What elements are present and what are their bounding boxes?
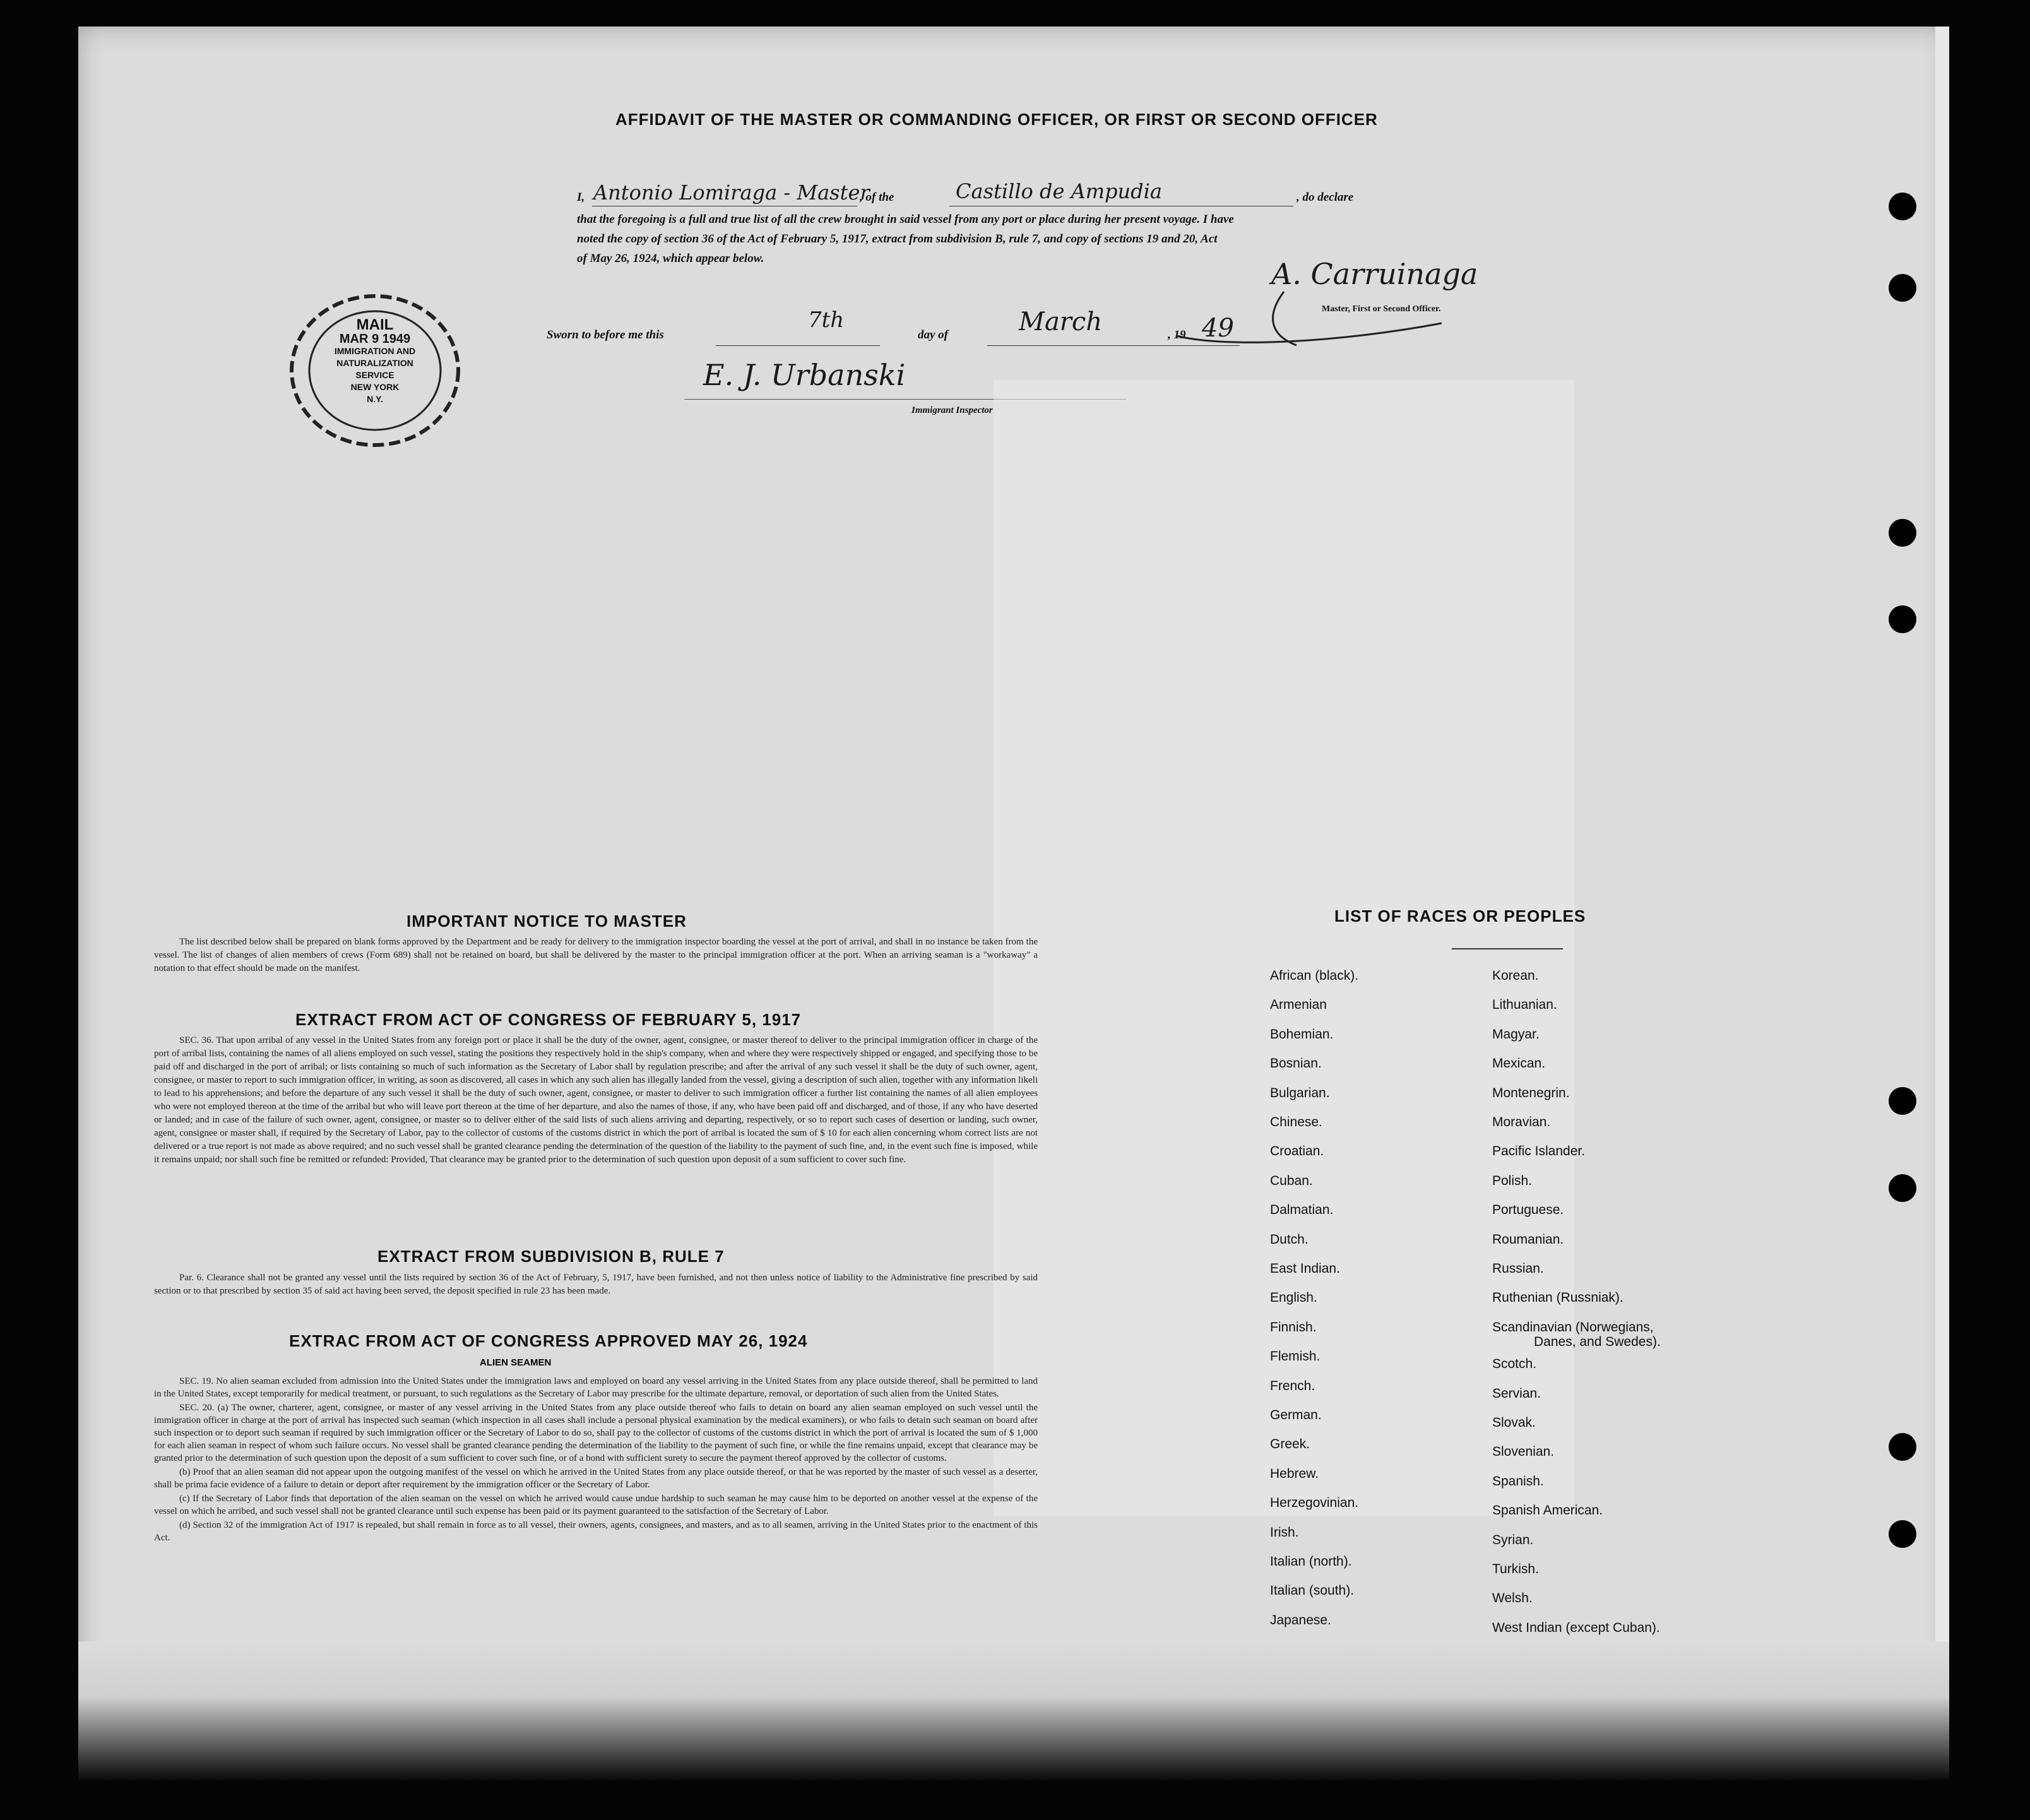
page-right-edge	[1935, 27, 1949, 1780]
master-signature: A. Carruinaga	[1271, 257, 1478, 291]
year-prefix: , 19	[1168, 328, 1186, 342]
races-title: LIST OF RACES OR PEOPLES	[1334, 907, 1586, 925]
extract-1924-sec19: SEC. 19. No alien seaman excluded from admission into the United States under the immigration laws and employed on board any vessel arriving in the United States from any place outside thereof, shall be permitted to land in the United States, except temporarily for medical treatment, or pursuant, to such regulations as the Secretary of Labor may prescribe for the ultimate departure, removal, or deportation of such alien from the United States.	[154, 1376, 1038, 1399]
race-item: Finnish.	[1270, 1320, 1317, 1335]
race-item: Servian.	[1492, 1386, 1541, 1401]
declaration-do-declare: , do declare	[1297, 191, 1354, 204]
extract-1924-sec20c: (c) If the Secretary of Labor finds that deportation of the alien seaman on the vessel on which he arrived would cause undue hardship to such seaman he may cause him to be deported on another vessel at the expense of the vessel on which he arribed, and such vessel shall not be granted clearance until such expense has been paid or its payment guaranteed to the satisfaction of the Secretary of Labor.	[154, 1494, 1038, 1516]
races-right-continuation: Danes, and Swedes).	[1534, 1335, 1661, 1349]
stamp-line-5: SERVICE	[355, 370, 395, 380]
race-item: Scandinavian (Norwegians,	[1492, 1320, 1654, 1335]
declaration-line-3: noted the copy of section 36 of the Act of February 5, 1917, extract from subdivision B, rule 7, and copy of sections 19 and 20, Act	[577, 232, 1218, 246]
races-title-rule	[1452, 948, 1563, 949]
extract-1924-sec20b: (b) Proof that an alien seaman did not appear upon the outgoing manifest of the vessel on which he arrived in the United States from any place outside thereof, or that he was reported by the master of such vessel as a deserter, shall be prima facie evidence of a failure to detain or deport after requirement by the immigration officer or the Secretary of Labor.	[154, 1467, 1038, 1490]
declaration-line-1	[577, 179, 1625, 208]
race-item: Roumanian.	[1492, 1232, 1564, 1247]
race-item: West Indian (except Cuban).	[1492, 1621, 1660, 1635]
sworn-label: Sworn to before me this	[547, 328, 664, 342]
race-item: Greek.	[1270, 1437, 1310, 1451]
extract-1924-sec20a: SEC. 20. (a) The owner, charterer, agent, consignee, or master of any vessel arriving in the United States from any place outside thereof who fails to detain on board any alien seaman employed on such vessel until the immigration officer in charge at the port of arrival has inspected such seaman (which inspection in all cases shall include a personal physical examination by the medical examiners), or who fails to detain such seaman on board after such inspection or to deport such seaman if required by such immigration officer or the Secretary of Labor to do so, shall pay to the collector of customs of the customs district in which the port of arrival is located the sum of $ 1,000 for each alien seaman in respect of whom such failure occurs. No vessel shall be granted clearance pending the determination of the liability to the payment of such fine, or while the fine remains unpaid, except that clearance may be granted prior to the determination of such question upon the deposit of a sum sufficient to cover such fine, or of a bond with sufficient surety to secure the payment thereof approved by the collector of customs.	[154, 1403, 1038, 1463]
stamp-line-7: N.Y.	[367, 394, 383, 404]
race-item: Spanish American.	[1492, 1503, 1603, 1518]
race-item: Slovenian.	[1492, 1444, 1555, 1459]
master-name-handwritten: Antonio Lomiraga - Master	[593, 181, 870, 205]
affidavit-title: AFFIDAVIT OF THE MASTER OR COMMANDING OFFICER, OR FIRST OR SECOND OFFICER	[615, 110, 1378, 129]
punch-hole	[1889, 274, 1916, 302]
punch-hole	[1889, 605, 1916, 633]
mail-received-stamp	[287, 292, 463, 449]
race-item: Armenian	[1270, 997, 1327, 1012]
race-item: German.	[1270, 1408, 1322, 1422]
extract-1924-sec20d: (d) Section 32 of the immigration Act of 1917 is repealed, but shall remain in force as to all vessel, their owners, agents, consignees, and masters, and as to all seamen, arriving in the United States prior to the enactment of this Act.	[154, 1520, 1038, 1543]
race-item: Croatian.	[1270, 1144, 1324, 1158]
sworn-day-handwritten: 7th	[808, 307, 845, 333]
race-item: Bohemian.	[1270, 1027, 1334, 1042]
punch-hole	[1889, 1520, 1916, 1548]
day-of-label: day of	[918, 328, 949, 342]
race-item: East Indian.	[1270, 1261, 1340, 1276]
race-item: Welsh.	[1492, 1591, 1533, 1605]
race-item: Bosnian.	[1270, 1056, 1322, 1071]
notice-text	[154, 936, 1038, 977]
race-item: Japanese.	[1270, 1613, 1331, 1627]
race-item: Russian.	[1492, 1261, 1544, 1276]
race-item: Spanish.	[1492, 1474, 1544, 1489]
race-item: Turkish.	[1492, 1562, 1539, 1576]
extract-1917-text	[154, 1034, 1038, 1168]
race-item: Herzegovinian.	[1270, 1496, 1359, 1510]
extract-1924-text	[154, 1375, 1038, 1545]
punch-hole	[1889, 193, 1916, 220]
punch-hole	[1889, 1174, 1916, 1202]
declaration-line-2: that the foregoing is a full and true list of all the crew brought in said vessel from any port or place during her present voyage. I have	[577, 213, 1234, 226]
stamp-line-3: IMMIGRATION AND	[334, 346, 416, 356]
punch-hole	[1889, 1087, 1916, 1115]
extract-rule7-title: EXTRACT FROM SUBDIVISION B, RULE 7	[377, 1247, 725, 1266]
extract-1924-subtitle: ALIEN SEAMEN	[480, 1357, 552, 1368]
race-item: Italian (south).	[1270, 1583, 1355, 1598]
notice-title: IMPORTANT NOTICE TO MASTER	[407, 912, 687, 931]
sworn-month-handwritten: March	[1019, 307, 1103, 336]
race-item: Moravian.	[1492, 1115, 1551, 1129]
race-item: Hebrew.	[1270, 1466, 1319, 1481]
extract-rule7-paragraph: Par. 6. Clearance shall not be granted any vessel until the lists required by section 36 of the Act of February, 5, 1917, have been furnished, and not then unless notice of liability to the Administrative fine prescribed by said section or to that prescribed by section 35 of said act having been served, the deposit specified in rule 23 has been made.	[154, 1273, 1038, 1296]
race-item: Slovak.	[1492, 1415, 1536, 1430]
race-item: Dalmatian.	[1270, 1203, 1334, 1217]
inspector-signature: E. J. Urbanski	[703, 358, 906, 392]
race-item: Chinese.	[1270, 1115, 1322, 1129]
stamp-line-1: MAIL	[356, 316, 394, 333]
inspector-label: Immigrant Inspector	[911, 405, 993, 415]
race-item: Korean.	[1492, 968, 1539, 983]
year-handwritten: 49	[1202, 314, 1234, 343]
race-item: Montenegrin.	[1492, 1086, 1570, 1100]
notice-paragraph: The list described below shall be prepared on blank forms approved by the Department and be ready for delivery to the immigration inspector boarding the vessel at the port of arrival, and shall in no instance be taken from the vessel. The list of changes of alien members of crews (Form 689) shall not be retained on board, but shall be delivered by the master to the principal immigration officer at the port. When an arriving seaman is a "workaway" a notation to that effect should be made on the manifest.	[154, 937, 1038, 973]
race-item: African (black).	[1270, 968, 1359, 983]
race-item: Irish.	[1270, 1525, 1299, 1540]
race-item: Mexican.	[1492, 1056, 1546, 1071]
extract-1917-title: EXTRACT FROM ACT OF CONGRESS OF FEBRUARY 5, 1917	[295, 1010, 802, 1029]
race-item: Pacific Islander.	[1492, 1144, 1586, 1158]
signature-flourish	[1151, 285, 1467, 355]
race-item: Dutch.	[1270, 1232, 1309, 1247]
stamp-line-6: NEW YORK	[350, 382, 400, 392]
race-item: French.	[1270, 1379, 1315, 1393]
race-item: Lithuanian.	[1492, 997, 1557, 1012]
race-item: Syrian.	[1492, 1533, 1534, 1547]
punch-hole	[1889, 1433, 1916, 1461]
master-role-label: Master, First or Second Officer.	[1322, 304, 1441, 314]
declaration-of-the: , of the	[860, 191, 894, 204]
day-underline	[716, 345, 880, 346]
stamp-text	[312, 317, 438, 405]
race-item: Ruthenian (Russniak).	[1492, 1290, 1623, 1305]
extract-rule7-text	[154, 1271, 1038, 1299]
punch-hole	[1889, 519, 1916, 547]
extract-1924-title: EXTRAC FROM ACT OF CONGRESS APPROVED MAY 26, 1924	[289, 1331, 808, 1350]
stamp-date: MAR 9 1949	[339, 332, 411, 346]
race-item: Bulgarian.	[1270, 1086, 1330, 1100]
extract-1917-paragraph: SEC. 36. That upon arribal of any vessel in the United States from any foreign port or place it shall be the duty of the owner, agent, consignee, or master thereof to deliver to the principal immigration officer in charge of the port of arribal lists, containing the names of all aliens employed on such vessel, stating the positions they respectively hold in the ship's company, when and where they were respectively shipped or engaged, and specifying those to be paid off and discharged in the port of arribal; or lists containing so much of such information as the Secretary of Labor shall by regulation prescribe; and after the arrival of any such vessel it shall be the duty of such owner, agent, consignee, or master to report to such immigration officer, in writing, as soon as discovered, all cases in which any such alien has illegally landed from the vessel, giving a description of such alien, together with any information likeli to lead to his apprehensions; and before the departure of any such vessel it shall be the duty of such owner, agent, consignee, or master to deliver to such immigration officer a further list containing the names of all alien employees who were not employed thereon at the time of the arribal but who will leave port thereon at the time of her departure, and also the names of those, if any, who have been paid off and discharged, and of those, if any who have deserted or landed; and in case of the failure of such owner, agent, consignee, or master so to deliver either of the said lists of such aliens arriving and departing, respectively, or so to report such cases of desertion or landing, such owner, agent, consignee or master shall, if required by the Secretary of Labor, pay to the collector of customs of the customs district in which the port of arribal is located the sum of $ 10 for each alien concerning whom correct lists are not delivered or a true report is not made as above required; and no such vessel shall be granted clearance pending the determination of the question of the liability to the payment of such fine, and, in the event such fine is imposed, while it remains unpaid; nor shall such fine be remitted or refunded: Provided, That clearance may be granted prior to the determination of such question upon deposit of a sum sufficient to cover such fine.	[154, 1035, 1038, 1165]
declaration-i: I,	[577, 191, 585, 204]
stamp-line-4: NATURALIZATION	[336, 358, 413, 368]
race-item: Italian (north).	[1270, 1554, 1352, 1569]
race-item: Magyar.	[1492, 1027, 1540, 1042]
race-item: Polish.	[1492, 1174, 1533, 1188]
race-item: Portuguese.	[1492, 1203, 1564, 1217]
declaration-line-4: of May 26, 1924, which appear below.	[577, 252, 764, 265]
document-page	[78, 27, 1949, 1780]
vessel-name-handwritten: Castillo de Ampudia	[956, 179, 1162, 203]
race-item: Cuban.	[1270, 1174, 1313, 1188]
race-item: English.	[1270, 1290, 1317, 1305]
race-item: Flemish.	[1270, 1349, 1321, 1364]
race-item: Scotch.	[1492, 1357, 1537, 1371]
scan-bottom-band	[78, 1641, 1949, 1780]
